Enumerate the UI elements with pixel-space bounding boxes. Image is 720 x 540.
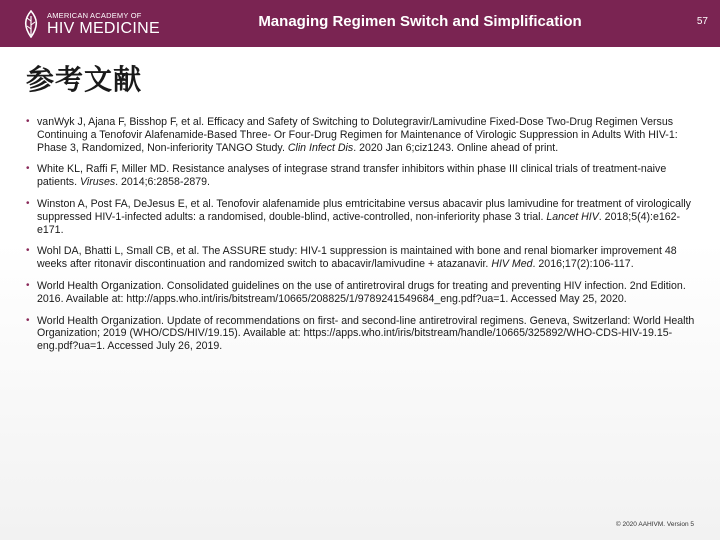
- bullet-icon: •: [26, 279, 30, 291]
- reference-text: White KL, Raffi F, Miller MD. Resistance analyses of integrase strand transfer inhibitors within phase III clinical trials of treatment-naive patients.: [37, 163, 667, 189]
- logo-org-line1: AMERICAN ACADEMY OF: [47, 11, 142, 20]
- copyright-footer: © 2020 AAHIVM. Version 5: [615, 521, 694, 528]
- reference-tail: . 2020 Jan 6;ciz1243. Online ahead of print.: [353, 141, 559, 154]
- reference-tail: . 2018;5(4):e162-e171.: [37, 210, 681, 236]
- page-number: 57: [696, 16, 708, 27]
- reference-item: [26, 245, 696, 271]
- reference-item: [26, 198, 696, 236]
- reference-text: vanWyk J, Ajana F, Bisshop F, et al. Efficacy and Safety of Switching to Dolutegravir/Lamivudine Fixed-Dose Two-Drug Regimen Versus Continuing a Tenofovir Alafenamide-Based Three- Or Four-Drug Regimen for Maintenance of Virologic Suppression in Adults With HIV-1: Phase 3, Randomized, Non-inferiority TANGO Study.: [37, 116, 678, 154]
- reference-text: World Health Organization. Consolidated guidelines on the use of antiretroviral drugs for treating and preventing HIV infection. 2nd Edition. 2016. Available at: http://apps.who.int/iris/bitstream/10665/208825/1/9789241549684_eng.pdf?ua=1. Accessed May 25, 2020.: [37, 279, 686, 305]
- reference-text: Winston A, Post FA, DeJesus E, et al. Tenofovir alafenamide plus emtricitabine versus abacavir plus lamivudine for treatment of virologically suppressed HIV-1-infected adults: a randomised, double-blind, active-controlled, non-inferiority phase 3 trial.: [37, 197, 691, 223]
- bullet-icon: •: [26, 314, 30, 326]
- header-bar: [0, 0, 720, 47]
- reference-tail: . 2014;6:2858-2879.: [115, 176, 210, 189]
- aahivm-logo: [20, 8, 160, 42]
- bullet-icon: •: [26, 245, 30, 257]
- bullet-icon: •: [26, 116, 30, 127]
- reference-item: [26, 280, 696, 306]
- reference-item: [26, 116, 696, 154]
- reference-text: Wohl DA, Bhatti L, Small CB, et al. The ASSURE study: HIV-1 suppression is maintained with bone and renal biomarker improvement 48 weeks after ritonavir discontinuation and randomized switch to abacavir/lamivudine + atazanavir.: [37, 245, 677, 271]
- reference-journal: Viruses: [80, 176, 116, 189]
- page-heading: 参考文献: [26, 63, 143, 96]
- reference-journal: HIV Med: [491, 258, 533, 271]
- reference-item: [26, 315, 696, 353]
- reference-item: [26, 163, 696, 189]
- logo-org-line2: HIV MEDICINE: [47, 20, 160, 37]
- slide-title: Managing Regimen Switch and Simplification: [258, 13, 582, 30]
- reference-text: World Health Organization. Update of recommendations on first- and second-line antiretroviral regimens. Geneva, Switzerland: World Health Organization; 2019 (WHO/CDS/HIV/19.15). Available at: https://apps.who.int/iris/bitstream/handle/10665/325892/WHO-CDS-HIV-19.15-eng.pdf?ua=1. Accessed July 26, 2019.: [37, 314, 695, 353]
- aahivm-leaf-icon: [20, 10, 42, 38]
- bullet-icon: •: [26, 163, 30, 175]
- reference-list: [26, 116, 696, 362]
- bullet-icon: •: [26, 197, 30, 209]
- reference-journal: Lancet HIV: [546, 210, 599, 223]
- reference-journal: Clin Infect Dis: [287, 141, 354, 154]
- reference-tail: . 2016;17(2):106-117.: [532, 258, 634, 271]
